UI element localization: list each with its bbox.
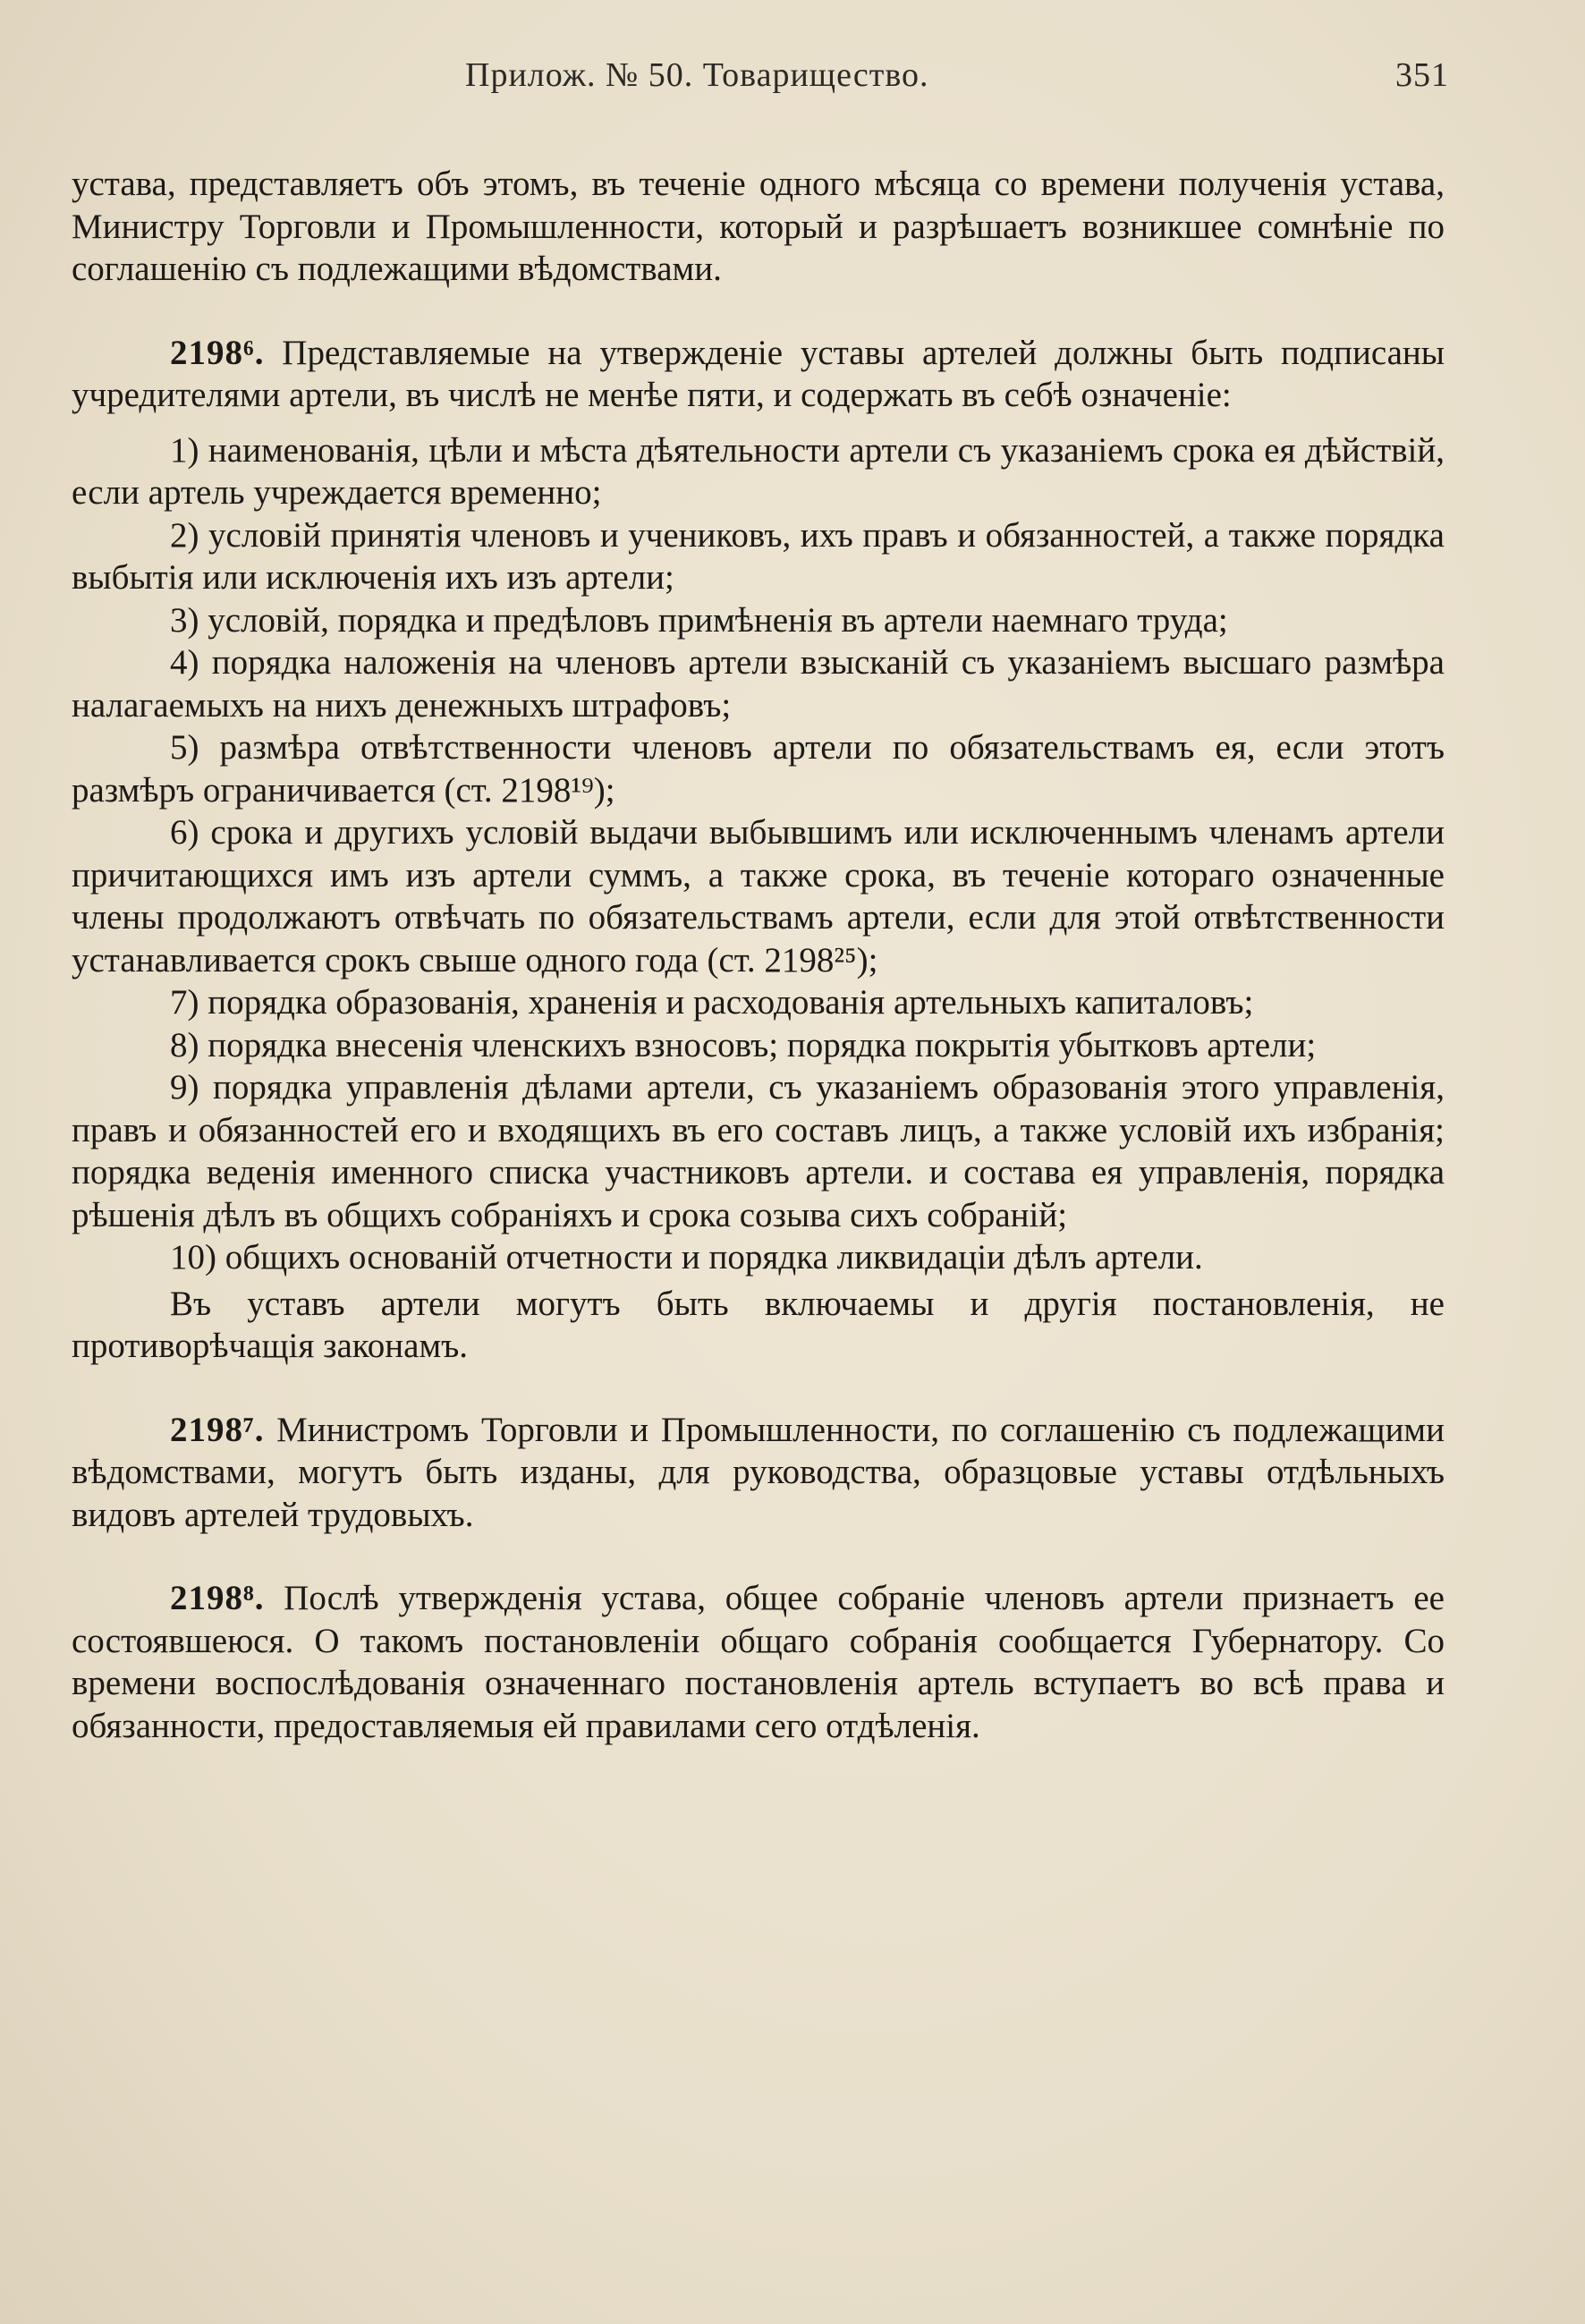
article-text: Министромъ Торговли и Промышленности, по соглашенію съ подлежащими вѣдомствами, могутъ быть изданы, для руководства, образцовые уставы отдѣльныхъ видовъ артелей трудовыхъ. [72, 1410, 1445, 1534]
article-2198-6-intro [72, 332, 1445, 417]
continuation-paragraph: устава, представляетъ объ этомъ, въ теченіе одного мѣсяца со времени полученія устава, Министру Торговли и Промышленности, который и разрѣшаетъ возникшее сомнѣніе по соглашенію съ подлежащими вѣдомствами. [72, 165, 1445, 288]
article-2198-6-list [72, 429, 1445, 1279]
list-item: 1) наименованія, цѣли и мѣста дѣятельности артели съ указаніемъ срока ея дѣйствій, если артель учреждается временно; [72, 430, 1445, 512]
body-text [72, 163, 1445, 1747]
article-text: Представляемые на утвержденіе уставы артелей должны быть подписаны учредителями артели, въ числѣ не менѣе пяти, и содержать въ себѣ означеніе: [72, 333, 1445, 414]
article-number: 2198⁶. [170, 333, 265, 372]
article-2198-7 [72, 1409, 1445, 1537]
article-2198-8 [72, 1577, 1445, 1747]
list-item: 6) срока и другихъ условій выдачи выбывшимъ или исключеннымъ членамъ артели причитающихся имъ изъ артели суммъ, а также срока, въ теченіе котораго означенные члены продолжаютъ отвѣчать по обязательствамъ артели, если для этой отвѣтственности устанавливается срокъ свыше одного года (ст. 2198²⁵); [72, 813, 1445, 980]
list-item: 4) порядка наложенія на членовъ артели взысканій съ указаніемъ высшаго размѣра налагаемыхъ на нихъ денежныхъ штрафовъ; [72, 643, 1445, 725]
running-head-title: Прилож. № 50. Товарищество. [465, 56, 929, 94]
running-head [107, 55, 1449, 100]
list-item: 10) общихъ основаній отчетности и порядка ликвидаціи дѣлъ артели. [170, 1238, 1203, 1277]
article-text: Послѣ утвержденія устава, общее собраніе членовъ артели признаетъ ее состоявшеюся. О такомъ постановленіи общаго собранія сообщается Губернатору. Со времени воспослѣдованія означеннаго постановленія артель вступаетъ во всѣ права и обязанности, предоставляемыя ей правилами сего отдѣленія. [72, 1579, 1445, 1745]
list-item: 5) размѣра отвѣтственности членовъ артели по обязательствамъ ея, если этотъ размѣръ ограничивается (ст. 2198¹⁹); [72, 728, 1445, 810]
list-item: 7) порядка образованія, храненія и расходованія артельныхъ капиталовъ; [170, 983, 1254, 1022]
article-number: 2198⁸. [170, 1579, 265, 1617]
article-2198-6-closing: Въ уставъ артели могутъ быть включаемы и другія постановленія, не противорѣчащія законамъ. [72, 1284, 1445, 1365]
article-number: 2198⁷. [170, 1410, 265, 1449]
list-item: 2) условій принятія членовъ и учениковъ, ихъ правъ и обязанностей, а также порядка выбытія или исключенія ихъ изъ артели; [72, 515, 1445, 597]
list-item: 9) порядка управленія дѣлами артели, съ указаніемъ образованія этого управленія, правъ и обязанностей его и входящихъ въ его составъ лицъ, а также условій ихъ избранія; порядка веденія именного списка участниковъ артели. и состава ея управленія, порядка рѣшенія дѣлъ въ общихъ собраніяхъ и срока созыва сихъ собраній; [72, 1068, 1445, 1234]
list-item: 8) порядка внесенія членскихъ взносовъ; порядка покрытія убытковъ артели; [170, 1025, 1317, 1064]
page-number: 351 [1395, 56, 1449, 94]
list-item: 3) условій, порядка и предѣловъ примѣненія въ артели наемнаго труда; [170, 600, 1228, 640]
